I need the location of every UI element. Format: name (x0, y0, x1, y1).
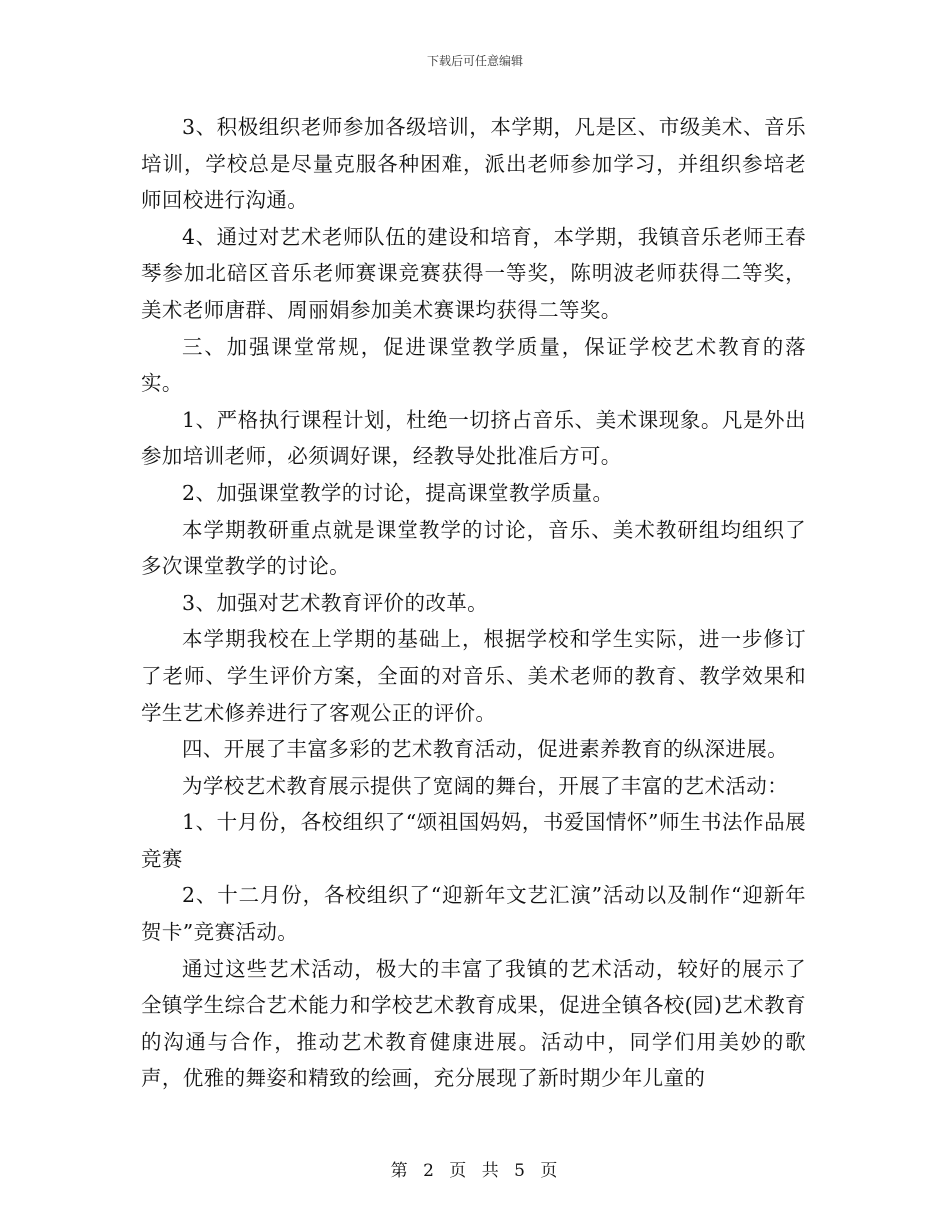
paragraph: 4、通过对艺术老师队伍的建设和培育，本学期，我镇音乐老师王春琴参加北碚区音乐老师赛课竞赛获得一等奖，陈明波老师获得二等奖，美术老师唐群、周丽娟参加美术赛课均获得二等奖。 (141, 224, 806, 322)
page-header: 下载后可任意编辑 (426, 54, 523, 68)
section-heading: 三、加强课堂常规，促进课堂教学质量，保证学校艺术教育的落实。 (141, 334, 806, 396)
paragraph: 本学期教研重点就是课堂教学的讨论，音乐、美术教研组均组织了多次课堂教学的讨论。 (141, 517, 806, 579)
paragraph: 1、十月份，各校组织了“颂祖国妈妈，书爱国情怀”师生书法作品展竞赛 (141, 810, 806, 871)
paragraph: 本学期我校在上学期的基础上，根据学校和学生实际，进一步修订了老师、学生评价方案，全面的对音乐、美术老师的教育、教学效果和学生艺术修养进行了客观公正的评价。 (141, 627, 806, 725)
document-body (141, 109, 806, 1097)
page-footer: 第 2 页 共 5 页 (390, 1161, 560, 1181)
paragraph: 3、加强对艺术教育评价的改革。 (182, 590, 489, 615)
paragraph: 2、加强课堂教学的讨论，提高课堂教学质量。 (182, 480, 614, 505)
paragraph: 3、积极组织老师参加各级培训，本学期，凡是区、市级美术、音乐培训，学校总是尽量克服各种困难，派出老师参加学习，并组织参培老师回校进行沟通。 (141, 115, 806, 213)
section-heading: 四、开展了丰富多彩的艺术教育活动，促进素养教育的纵深进展。 (182, 737, 789, 762)
paragraph: 通过这些艺术活动，极大的丰富了我镇的艺术活动，较好的展示了全镇学生综合艺术能力和学校艺术教育成果，促进全镇各校(园)艺术教育的沟通与合作，推动艺术教育健康进展。活动中，同学们用美妙的歌声，优雅的舞姿和精致的绘画，充分展现了新时期少年儿童的 (141, 956, 806, 1091)
paragraph: 2、十二月份，各校组织了“迎新年文艺汇演”活动以及制作“迎新年贺卡”竞赛活动。 (141, 883, 806, 945)
paragraph: 1、严格执行课程计划，杜绝一切挤占音乐、美术课现象。凡是外出参加培训老师，必须调好课，经教导处批准后方可。 (141, 407, 806, 469)
paragraph: 为学校艺术教育展示提供了宽阔的舞台，开展了丰富的艺术活动： (182, 773, 789, 798)
